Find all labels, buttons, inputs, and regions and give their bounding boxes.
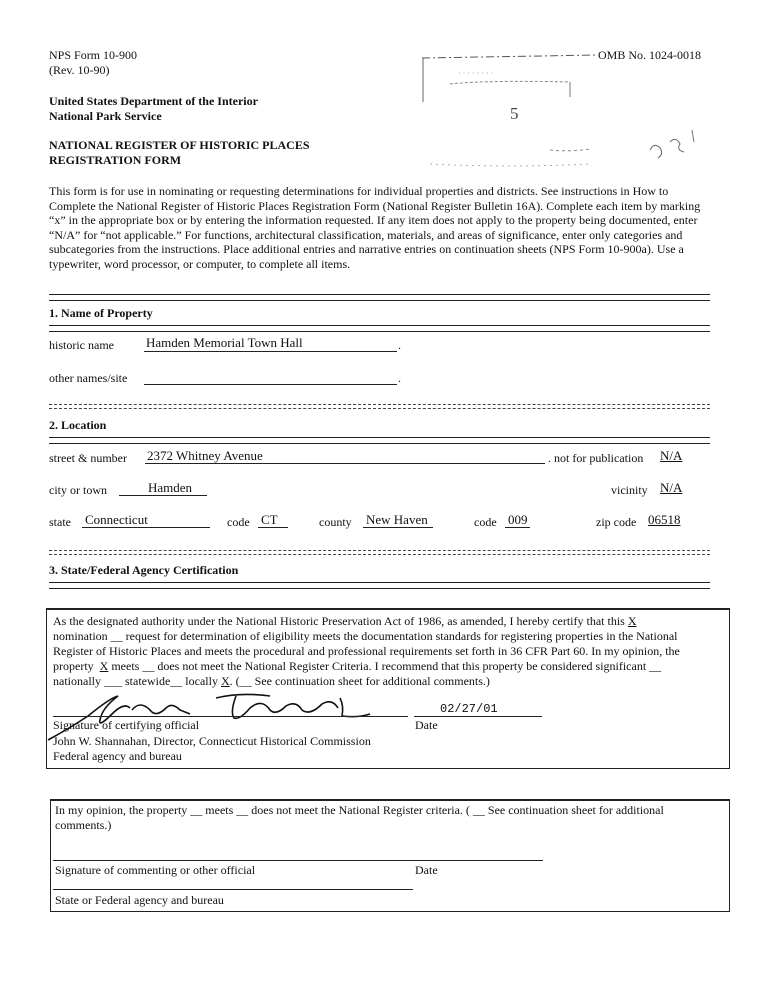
handwritten-mark	[640, 120, 710, 165]
historic-name-value[interactable]: Hamden Memorial Town Hall	[146, 335, 303, 350]
nfp-label-text: not for publication	[554, 451, 644, 465]
certifying-official-name: John W. Shannahan, Director, Connecticut Historical Commission	[53, 734, 371, 748]
section2-bottom-rule	[49, 437, 710, 444]
vicinity-value[interactable]: N/A	[660, 480, 683, 495]
certifying-signature-label: Signature of certifying official	[53, 718, 200, 732]
certification-date-line	[414, 716, 542, 717]
historic-name-period: .	[398, 338, 401, 352]
service-name: National Park Service	[49, 109, 162, 123]
county-code-line	[505, 527, 530, 528]
state-agency-line	[53, 889, 413, 890]
form-number: NPS Form 10-900	[49, 48, 138, 62]
cert-line-1	[53, 614, 637, 629]
form-revision: (Rev. 10-90)	[49, 63, 110, 77]
certifying-signature-line	[53, 716, 408, 717]
section1-heading: 1. Name of Property	[49, 306, 153, 320]
stamp-digit: 5	[510, 104, 519, 123]
city-label: city or town	[49, 483, 107, 497]
cert-line-5-text: . (__ See continuation sheet for additional comments.)	[229, 674, 490, 688]
street-label: street & number	[49, 451, 127, 465]
form-title: NATIONAL REGISTER OF HISTORIC PLACES	[49, 138, 310, 152]
received-stamp	[420, 52, 595, 167]
city-line	[119, 495, 207, 496]
section3-bottom-rule	[49, 582, 710, 589]
cert-line-1-text: As the designated authority under the National Historic Preservation Act of 1986, as amended, I hereby certify that this	[53, 614, 625, 628]
street-value[interactable]: 2372 Whitney Avenue	[147, 448, 263, 463]
other-names-line	[144, 384, 397, 385]
section3-heading: 3. State/Federal Agency Certification	[49, 563, 239, 577]
county-code-value[interactable]: 009	[508, 512, 528, 527]
instructions-text: This form is for use in nominating or requesting determinations for individual properties and districts. See instructions in How to Complete the National Register of Historic Places Registration Form (National Register Bulletin 16A). Complete each item by marking “x” in the appropriate box or by entering the information requested. If any item does not apply to the property being documented, enter “N/A” for “not applicable.” For functions, architectural classification, materials, and areas of significance, enter only categories and subcategories from the instructions. Place additional entries and narrative entries on continuation sheets (NPS Form 10-900a). Use a typewriter, word processor, or computer, to complete all items.	[49, 184, 701, 271]
section1-top-rule	[49, 294, 710, 301]
zip-label: zip code	[596, 515, 637, 529]
zip-value[interactable]: 06518	[648, 512, 681, 527]
street-line	[145, 463, 545, 464]
not-for-publication-label: . not for publication	[548, 451, 644, 465]
form-subtitle: REGISTRATION FORM	[49, 153, 182, 167]
cert-line-3: Register of Historic Places and meets the procedural and professional requirements set forth in 36 CFR Part 60. In my opinion, the	[53, 644, 680, 658]
cert-meets-mark[interactable]: X	[99, 659, 109, 673]
commenting-signature-label: Signature of commenting or other official	[55, 863, 256, 877]
state-label: state	[49, 515, 71, 529]
state-value[interactable]: Connecticut	[85, 512, 148, 527]
not-for-publication-value[interactable]: N/A	[660, 448, 683, 463]
cert-line-4-prefix: property	[53, 659, 94, 673]
historic-name-label: historic name	[49, 338, 114, 352]
cert-line-4	[53, 659, 661, 674]
cert-line-2: nomination __ request for determination of eligibility meets the documentation standards for registering properties in the National	[53, 629, 678, 643]
commenting-date-label: Date	[415, 863, 438, 877]
omb-number: OMB No. 1024-0018	[598, 48, 702, 62]
cert-line-4-text: meets __ does not meet the National Register Criteria. I recommend that this property be considered significant __	[111, 659, 662, 673]
state-code-line	[258, 527, 288, 528]
other-names-period: .	[398, 371, 401, 385]
cert-locally-mark[interactable]: X	[220, 674, 230, 688]
opinion-line-1: In my opinion, the property __ meets __ does not meet the National Register criteria. ( __ See continuation sheet for additional	[55, 803, 664, 817]
received-stamp-outline	[420, 52, 595, 167]
stamp-text-faint: · · · · · · · ·	[458, 69, 494, 78]
county-value[interactable]: New Haven	[366, 512, 428, 527]
state-agency-label: State or Federal agency and bureau	[55, 893, 224, 907]
section1-bottom-rule	[49, 325, 710, 332]
cert-nomination-mark[interactable]: X	[627, 614, 637, 628]
department-name: United States Department of the Interior	[49, 94, 258, 108]
certification-date-value[interactable]: 02/27/01	[440, 702, 498, 716]
certification-date-label: Date	[415, 718, 438, 732]
instructions-paragraph	[49, 184, 714, 271]
federal-agency-label: Federal agency and bureau	[53, 749, 182, 763]
historic-name-line	[144, 351, 397, 352]
city-value[interactable]: Hamden	[148, 480, 193, 495]
opinion-line-2: comments.)	[55, 818, 112, 832]
section3-top-rule	[49, 550, 710, 555]
state-code-label: code	[227, 515, 250, 529]
vicinity-label: vicinity	[611, 483, 648, 497]
state-line	[82, 527, 210, 528]
cert-line-5	[53, 674, 490, 689]
county-label: county	[319, 515, 352, 529]
commenting-signature-line	[53, 860, 543, 861]
county-code-label: code	[474, 515, 497, 529]
state-code-value[interactable]: CT	[261, 512, 278, 527]
other-names-label: other names/site	[49, 371, 128, 385]
cert-line-5-prefix: nationally ___ statewide__ locally	[53, 674, 218, 688]
section2-top-rule	[49, 404, 710, 409]
section2-heading: 2. Location	[49, 418, 107, 432]
county-line	[363, 527, 433, 528]
